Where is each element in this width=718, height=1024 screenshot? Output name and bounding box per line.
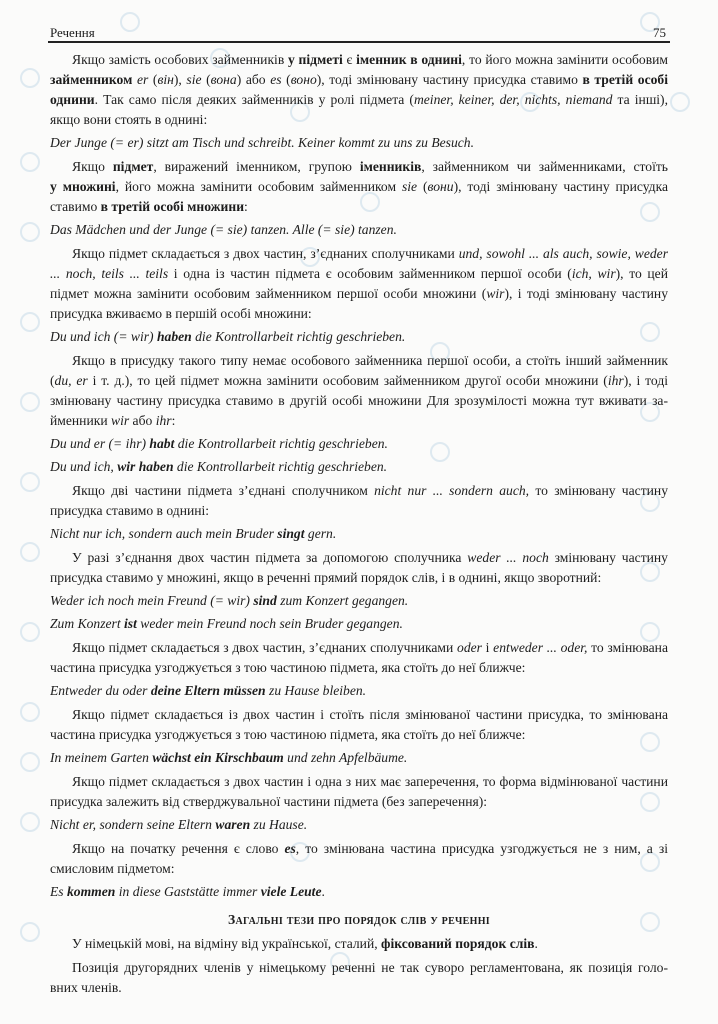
text-line (50, 304, 668, 324)
watermark-logo-icon (20, 542, 40, 562)
text-run: змінювану частину (548, 550, 668, 565)
watermark-logo-icon (670, 92, 690, 112)
emphasis-text: haben (156, 329, 192, 344)
text-line (50, 133, 668, 153)
section-heading (50, 910, 668, 930)
text-run: йменники (50, 413, 112, 428)
text-run: in diese Gaststätte immer (115, 884, 261, 899)
text-run: частина присудка узгоджується з тою частиною підмета, яка стоїть до неї ближче: (50, 727, 526, 742)
text-run: є (342, 52, 357, 67)
emphasis-text: займенником (50, 72, 133, 87)
emphasis-text: у множині (50, 179, 116, 194)
text-run: присудка залежить від стверджувальної частини підмета (без заперечення): (50, 794, 488, 809)
text-run: die Kontrollarbeit richtig geschrieben. (174, 436, 388, 451)
text-run: ihr (155, 413, 172, 428)
text-run: ), тоді змінювану частину присудка (453, 179, 668, 194)
text-run: Якщо на початку речення є слово (72, 841, 285, 856)
text-line (50, 792, 668, 812)
watermark-logo-icon (20, 472, 40, 492)
text-line (50, 110, 668, 130)
example-sentence (50, 882, 668, 902)
text-line (50, 725, 668, 745)
text-run: ( (201, 72, 211, 87)
text-run: ich, wir (571, 266, 616, 281)
paragraph (50, 638, 668, 678)
emphasis-text: sind (253, 593, 277, 608)
text-run: die Kontrollarbeit richtig geschrieben. (191, 329, 406, 344)
text-run: змінювану частину присудка ставимо в другій особі множини Для зрозумілості можна тут вживати за- (50, 393, 668, 408)
text-line (50, 658, 668, 678)
text-run: Weder ich noch mein Freund (= wir) (50, 593, 254, 608)
watermark-logo-icon (20, 752, 40, 772)
text-run: Nicht nur ich, sondern auch mein Bruder (50, 526, 278, 541)
example-sentence (50, 327, 668, 347)
text-run: sie (186, 72, 202, 87)
text-run: ) або (236, 72, 271, 87)
emphasis-text: однини (50, 92, 95, 107)
text-run: і т. д.), то цей підмет можна замінити особовим займенником другої особи множини ( (87, 373, 608, 388)
text-run: ( (148, 72, 158, 87)
watermark-logo-icon (20, 222, 40, 242)
text-line (50, 772, 668, 792)
text-run: sie (401, 179, 418, 194)
text-run: meiner, keiner, der, nichts, niemand (413, 92, 613, 107)
watermark-logo-icon (20, 622, 40, 642)
example-sentence (50, 524, 668, 544)
text-run: Du und ich, (50, 459, 118, 474)
watermark-logo-icon (20, 392, 40, 412)
text-run: Du und ich (= wir) (50, 329, 157, 344)
text-run: wir (111, 413, 130, 428)
text-run: частина присудка узгоджується з тою частиною підмета, яка стоїть до неї ближче: (50, 660, 526, 675)
text-run: weder ... noch (467, 550, 549, 565)
text-run: Якщо підмет складається з двох частин, з’єднаних сполучниками (72, 246, 459, 261)
text-run: . (321, 884, 325, 899)
example-sentence (50, 748, 668, 768)
text-run: zu Hause. (250, 817, 308, 832)
text-line (50, 705, 668, 725)
text-run: Якщо замість особових займенників (72, 52, 288, 67)
text-line (50, 177, 668, 197)
example-sentence (50, 591, 668, 611)
text-line (50, 638, 668, 658)
text-run: , то змінювана частина присудка узгоджується не з ним, а зі (295, 841, 668, 856)
text-run: ), тоді змінювану частину присудка ставимо (316, 72, 583, 87)
text-run: Du und er (= ihr) (50, 436, 150, 451)
emphasis-text: ist (124, 616, 137, 631)
emphasis-text: в третій особі (582, 72, 668, 87)
text-line (50, 882, 668, 902)
text-run: Якщо дві частини підмета з’єднані сполучником (72, 483, 375, 498)
text-run: Позиція другорядних членів у німецькому реченні не так суворо регламентована, як позиція голо- (72, 960, 668, 975)
text-run: або (129, 413, 156, 428)
text-run: то змінювана (587, 640, 668, 655)
example-sentence (50, 457, 668, 477)
watermark-logo-icon (20, 152, 40, 172)
text-run: Entweder du oder (50, 683, 151, 698)
text-line (50, 910, 668, 930)
example-sentence (50, 434, 668, 454)
paragraph (50, 351, 668, 431)
text-run: Der Junge (= er) sitzt am Tisch und schreibt. Keiner kommt zu uns zu Besuch. (50, 135, 474, 150)
text-run: він (157, 72, 174, 87)
emphasis-text: в третій особі множини (100, 199, 245, 214)
text-run: воно (290, 72, 317, 87)
text-run: Es (50, 884, 67, 899)
text-run: In meinem Garten (50, 750, 153, 765)
watermark-logo-icon (20, 812, 40, 832)
emphasis-text: фіксований порядок слів (381, 936, 535, 951)
text-run: die Kontrollarbeit richtig geschrieben. (173, 459, 388, 474)
text-run: то змінювану частину (529, 483, 668, 498)
text-line (50, 220, 668, 240)
text-run: Якщо (72, 159, 113, 174)
text-line (50, 481, 668, 501)
text-run: Nicht er, sondern seine Eltern (50, 817, 216, 832)
text-line (50, 327, 668, 347)
emphasis-text: viele Leute (260, 884, 322, 899)
text-line (50, 591, 668, 611)
text-run: і одна із частин підмета є особовим займенником першої особи ( (168, 266, 572, 281)
emphasis-text: wir haben (117, 459, 174, 474)
text-run: Zum Konzert (50, 616, 125, 631)
paragraph (50, 157, 668, 217)
paragraph (50, 548, 668, 588)
text-run: gern. (304, 526, 337, 541)
text-run: zu Hause bleiben. (265, 683, 367, 698)
text-run: У разі з’єднання двох частин підмета за допомогою сполучника (72, 550, 468, 565)
text-line (50, 748, 668, 768)
watermark-logo-icon (20, 312, 40, 332)
text-run: У німецькій мові, на відміну від української, сталий, (72, 936, 382, 951)
text-line (50, 681, 668, 701)
text-run: du, er (54, 373, 88, 388)
text-run: Якщо підмет складається із двох частин і стоїть після змінюваної частини присудка, то змінювана (72, 707, 668, 722)
text-line (50, 90, 668, 110)
paragraph (50, 934, 668, 954)
example-sentence (50, 815, 668, 835)
text-run: nicht nur ... sondern auch, (374, 483, 530, 498)
text-run: підмет можна замінити особовим займенником першої особи множини ( (50, 286, 487, 301)
emphasis-text: waren (215, 817, 251, 832)
paragraph (50, 244, 668, 324)
text-line (50, 50, 668, 70)
text-run: присудка ставимо в однині: (50, 503, 210, 518)
text-run: вона (210, 72, 237, 87)
paragraph (50, 772, 668, 812)
emphasis-text: у підметі (288, 52, 343, 67)
watermark-logo-icon (20, 68, 40, 88)
text-line (50, 978, 668, 998)
text-line (50, 568, 668, 588)
text-line (50, 351, 668, 371)
text-run: und zehn Apfelbäume. (283, 750, 408, 765)
text-run: Das Mädchen und der Junge (= sie) tanzen. Alle (= sie) tanzen. (50, 222, 397, 237)
text-run: присудка вживаємо в першій особі множини: (50, 306, 312, 321)
example-sentence (50, 681, 668, 701)
text-run: es (270, 72, 282, 87)
emphasis-text: іменник в однині (356, 52, 462, 67)
emphasis-text: підмет (112, 159, 154, 174)
paragraph (50, 839, 668, 879)
text-run: Якщо підмет складається з двох частин і одна з них має заперечення, то форма відмінюваної частини (72, 774, 668, 789)
text-run: ), і тоді змінювану частину (504, 286, 668, 301)
text-run: і (481, 640, 494, 655)
text-line (50, 70, 668, 90)
text-line (50, 411, 668, 431)
text-run: ( (50, 373, 55, 388)
text-line (50, 244, 668, 264)
watermark-logo-icon (20, 922, 40, 942)
text-run: смисловим підметом: (50, 861, 175, 876)
text-line (50, 501, 668, 521)
text-run: . (534, 936, 538, 951)
text-run: : (171, 413, 176, 428)
text-run: ... noch, teils ... teils (50, 266, 169, 281)
text-line (50, 934, 668, 954)
text-run: присудка ставимо у множині, якщо в реченні прямий порядок слів, і в однині, якщо зворотний: (50, 570, 602, 585)
text-run: ставимо (50, 199, 101, 214)
watermark-logo-icon (120, 12, 140, 32)
paragraph (50, 958, 668, 998)
text-run: Якщо підмет складається з двох частин, з’єднаних сполучниками (72, 640, 458, 655)
text-line (50, 958, 668, 978)
text-line (50, 839, 668, 859)
text-line (50, 859, 668, 879)
text-run: Якщо в присудку такого типу немає особового займенника першої особи, а стоїть інший займенник (72, 353, 668, 368)
text-line (50, 524, 668, 544)
text-run: якщо вони стоять в однині: (50, 112, 208, 127)
header-rule (48, 41, 670, 43)
text-run: ), і тоді (623, 373, 668, 388)
example-sentence (50, 133, 668, 153)
emphasis-text: deine Eltern müssen (150, 683, 266, 698)
watermark-logo-icon (20, 702, 40, 722)
text-line (50, 815, 668, 835)
text-line (50, 157, 668, 177)
emphasis-text: іменників (359, 159, 422, 174)
text-run: вони (427, 179, 454, 194)
paragraph (50, 481, 668, 521)
text-line (50, 434, 668, 454)
paragraph (50, 50, 668, 130)
text-run: Загальні тези про порядок слів у реченні (228, 912, 490, 927)
page-number: 75 (653, 25, 666, 40)
text-run: , виражений іменником, групою (153, 159, 360, 174)
example-sentence (50, 220, 668, 240)
text-run: weder mein Freund noch sein Bruder gegangen. (136, 616, 403, 631)
text-run: ), то цей (615, 266, 668, 281)
text-run: oder (457, 640, 482, 655)
text-run: ), (173, 72, 187, 87)
text-run: zum Konzert gegangen. (276, 593, 409, 608)
text-line (50, 197, 668, 217)
text-line (50, 391, 668, 411)
text-line (50, 371, 668, 391)
text-line (50, 614, 668, 634)
paragraph (50, 705, 668, 745)
text-run: wir (486, 286, 505, 301)
text-run: , займенником чи займенниками, стоїть (421, 159, 668, 174)
text-run: вних членів. (50, 980, 122, 995)
text-line (50, 457, 668, 477)
text-run: ( (417, 179, 428, 194)
text-line (50, 284, 668, 304)
emphasis-text: wächst ein Kirschbaum (152, 750, 284, 765)
emphasis-text: es (284, 841, 296, 856)
text-run: ihr (607, 373, 624, 388)
text-run: та інші), (612, 92, 668, 107)
text-run: . Так само після деяких займенників у ролі підмета ( (94, 92, 414, 107)
text-run: : (244, 199, 248, 214)
text-line (50, 264, 668, 284)
emphasis-text: habt (149, 436, 175, 451)
emphasis-text: singt (277, 526, 305, 541)
text-run: entweder ... oder, (493, 640, 588, 655)
text-run: , його можна замінити особовим займенником (115, 179, 402, 194)
text-line (50, 548, 668, 568)
text-run: und, sowohl ... als auch, sowie, weder (458, 246, 668, 261)
text-run: , то його можна замінити особовим (461, 52, 668, 67)
emphasis-text: kommen (67, 884, 116, 899)
running-header-title: Речення (50, 25, 95, 40)
text-run: er (136, 72, 149, 87)
example-sentence (50, 614, 668, 634)
text-run: ( (281, 72, 291, 87)
